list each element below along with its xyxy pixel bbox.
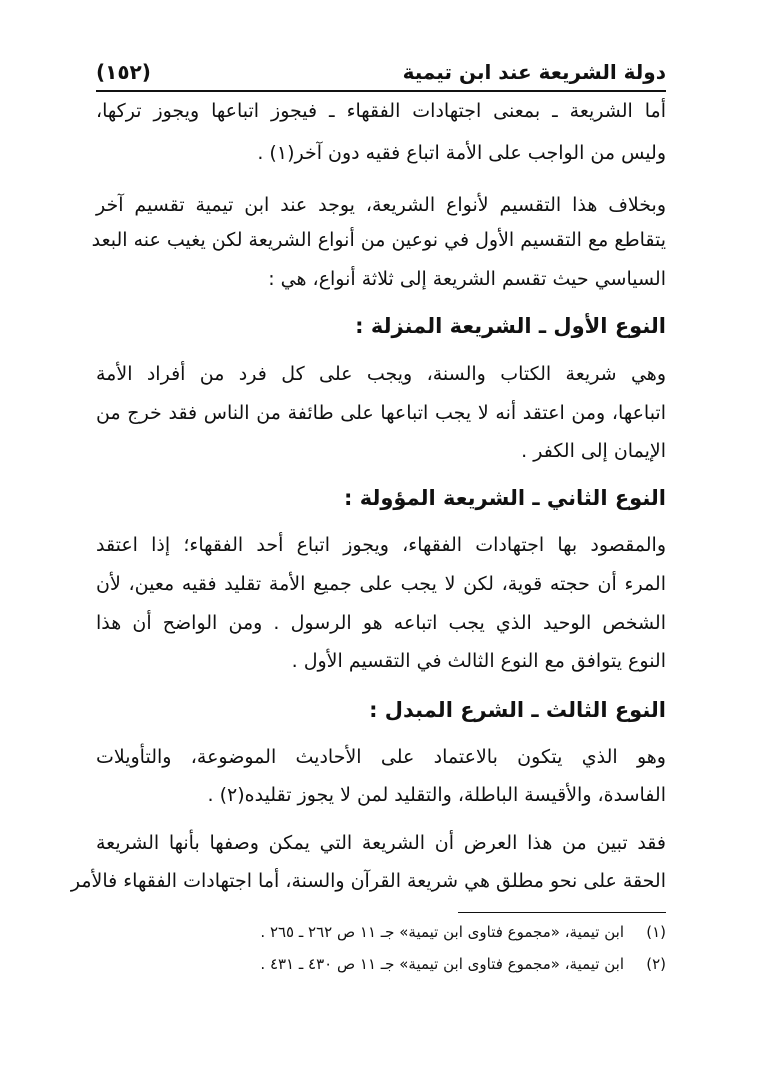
footnote-text: ابن تيمية، «مجموع فتاوى ابن تيمية» جـ ١١ ص ٤٣٠ ـ ٤٣١ .	[260, 955, 624, 973]
body-line: وهي شريعة الكتاب والسنة، ويجب على كل فرد من أفراد الأمة	[96, 363, 666, 385]
body-line: الحقة على نحو مطلق هي شريعة القرآن والسنة، أما اجتهادات الفقهاء فالأمر	[70, 870, 666, 892]
section-heading: النوع الأول ـ الشريعة المنزلة :	[355, 314, 666, 338]
running-title: دولة الشريعة عند ابن تيمية	[402, 60, 666, 84]
footnote	[180, 954, 666, 974]
footnote-number: (٢)	[646, 955, 666, 973]
body-line: الإيمان إلى الكفر .	[521, 440, 666, 462]
body-line: النوع يتوافق مع النوع الثالث في التقسيم الأول .	[291, 650, 666, 672]
body-line: وبخلاف هذا التقسيم لأنواع الشريعة، يوجد عند ابن تيمية تقسيم آخر	[96, 194, 666, 216]
page-header	[96, 44, 666, 92]
footnote	[180, 922, 666, 942]
body-line: أما الشريعة ـ بمعنى اجتهادات الفقهاء ـ فيجوز اتباعها ويجوز تركها،	[96, 100, 666, 122]
body-line: يتقاطع مع التقسيم الأول في نوعين من أنواع الشريعة لكن يغيب عنه البعد	[91, 229, 666, 251]
body-line: السياسي حيث تقسم الشريعة إلى ثلاثة أنواع، هي :	[268, 268, 666, 290]
section-heading: النوع الثالث ـ الشرع المبدل :	[369, 698, 666, 722]
page-number: (١٥٢)	[96, 60, 151, 84]
body-line: المرء أن حجته قوية، لكن لا يجب على جميع الأمة تقليد فقيه معين، لأن	[96, 573, 666, 595]
body-line: وليس من الواجب على الأمة اتباع فقيه دون آخر(١) .	[257, 142, 666, 164]
body-line: الفاسدة، والأقيسة الباطلة، والتقليد لمن لا يجوز تقليده(٢) .	[207, 784, 666, 806]
body-line: والمقصود بها اجتهادات الفقهاء، ويجوز اتباع أحد الفقهاء؛ إذا اعتقد	[96, 534, 666, 556]
body-line: اتباعها، ومن اعتقد أنه لا يجب اتباعها على طائفة من الناس فقد خرج من	[96, 402, 666, 424]
footnote-separator	[458, 912, 666, 913]
body-line: فقد تبين من هذا العرض أن الشريعة التي يمكن وصفها بأنها الشريعة	[96, 832, 666, 854]
body-line: الشخص الوحيد الذي يجب اتباعه هو الرسول . ومن الواضح أن هذا	[96, 612, 666, 634]
body-line: وهو الذي يتكون بالاعتماد على الأحاديث الموضوعة، والتأويلات	[96, 746, 666, 768]
footnote-number: (١)	[646, 923, 666, 941]
section-heading: النوع الثاني ـ الشريعة المؤولة :	[344, 486, 666, 510]
footnote-text: ابن تيمية، «مجموع فتاوى ابن تيمية» جـ ١١ ص ٢٦٢ ـ ٢٦٥ .	[260, 923, 624, 941]
